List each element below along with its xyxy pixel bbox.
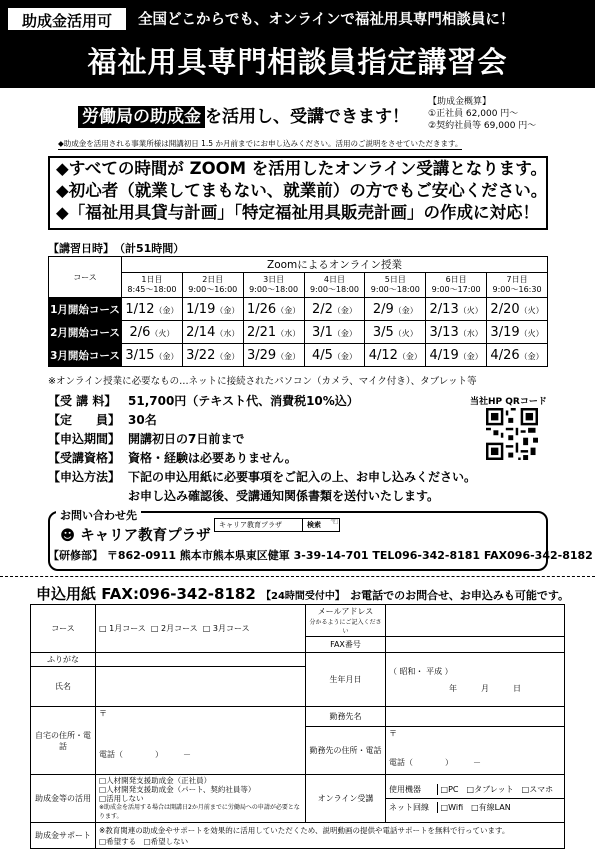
day-header [365,273,426,298]
schedule-weekday: 火 [527,328,536,338]
search-text: キャリア教育プラザ [219,521,282,529]
method-value-2: お申し込み確認後、受講通知関係書類を送付いたします。 [128,489,440,503]
contact-address: 【研修部】 〒862-0911 熊本市熊本県東区健軍 3-39-14-701 TEL096-342-8181 FAX096-342-8182 [48,549,593,562]
schedule-date-cell: 4/5（金） [304,344,365,367]
day-header [122,273,183,298]
schedule-date: 2/20 [490,301,520,317]
capacity-value: 30名 [128,413,157,427]
schedule-date: 2/21 [247,324,277,340]
course-row-label: 3月開始コース [49,344,122,367]
subsidy-summary [428,96,536,132]
support-label: 助成金サポート [31,823,96,849]
course-label: コース [31,605,96,653]
schedule-date: 3/1 [311,324,333,340]
course-options [96,605,306,653]
schedule-date-cell: 2/13（火） [426,298,487,321]
schedule-date-cell: 1/12（金） [122,298,183,321]
schedule-date-cell: 1/26（金） [243,298,304,321]
email-field[interactable] [386,605,565,637]
online-label: オンライン受講 [306,775,386,823]
home-postal: 〒 [99,709,107,718]
schedule-date-cell: 2/6（火） [122,321,183,344]
support-checkboxes[interactable]: □希望する □希望しない [99,836,189,846]
schedule-date-cell: 2/9（金） [365,298,426,321]
schedule-date: 2/13 [429,301,459,317]
day-name: 7日目 [506,275,528,284]
home-label: 自宅の住所・電話 [31,707,96,775]
support-cell [96,823,565,849]
device-label: 使用機器 [389,784,438,795]
schedule-weekday: 火 [527,305,536,315]
zoom-header: Zoomによるオンライン授業 [122,257,548,273]
fax-field[interactable] [386,637,565,653]
schedule-label: 【講習日時】 [48,242,109,255]
email-hint: 分かるようにご記入ください [309,619,382,635]
schedule-total: （計51時間） [119,242,185,255]
day-time: 9:00～18:00 [249,285,299,294]
schedule-row [49,344,548,367]
grant-checkbox-parttime[interactable]: □人材開発支援助成金（パート、契約社員等） [99,785,256,794]
work-address-field[interactable] [386,727,565,775]
method-row [48,468,478,487]
schedule-date: 3/29 [247,347,277,363]
schedule-weekday: 金 [223,305,232,315]
schedule-date: 2/2 [311,301,333,317]
day-time: 9:00～16:00 [188,285,238,294]
grant-checkbox-none[interactable]: □活用しない [99,794,144,803]
schedule-date-cell: 3/5（火） [365,321,426,344]
contact-heading: お問い合わせ先 [56,507,141,523]
schedule-date: 1/26 [247,301,277,317]
tagline: 全国どこからでも、オンラインで福祉用具専門相談員に！ [138,12,515,28]
schedule-title [48,240,184,256]
schedule-weekday: 金 [466,351,475,361]
schedule-date: 3/15 [125,347,155,363]
schedule-date-cell: 3/19（火） [487,321,548,344]
qr-code-icon[interactable] [486,408,538,460]
course-info [48,392,478,506]
schedule-date-cell: 2/20（火） [487,298,548,321]
birth-label: 生年月日 [306,653,386,707]
workplace-field[interactable] [386,707,565,727]
work-tel: 電話（ ） － [389,758,481,767]
workplace-label: 勤務先名 [306,707,386,727]
fee-row [48,392,478,411]
form-title: 申込用紙 [36,585,97,603]
method-value: 下記の申込用紙に必要事項をご記入の上、お申し込みください。 [128,470,477,484]
birth-era: （ 昭和・ 平成 ） [389,666,453,676]
cursor-hand-icon: ☜ [330,517,339,528]
schedule-weekday: 金 [162,305,171,315]
grant-label: 助成金等の活用 [31,775,96,823]
name-label: 氏名 [31,667,96,707]
grant-checkbox-fulltime[interactable]: □人材開発支援助成金（正社員） [99,776,212,785]
schedule-weekday: 火 [466,305,475,315]
form-hours: 【24時間受付中】 [261,591,345,602]
name-field[interactable] [96,667,306,707]
schedule-weekday: 金 [284,305,293,315]
schedule-weekday: 金 [340,328,349,338]
schedule-date-cell: 3/15（金） [122,344,183,367]
home-tel: 電話（ ） － [99,750,191,759]
day-name: 3日目 [263,275,285,284]
furigana-label: ふりがな [31,653,96,667]
capacity-row [48,411,478,430]
schedule-weekday: 金 [162,351,171,361]
schedule-weekday: 水 [223,328,232,338]
schedule-date: 2/6 [129,324,151,340]
schedule-weekday: 金 [527,351,536,361]
schedule-weekday: 火 [401,328,410,338]
subsidy-note: ◆助成金を活用される事業所様は開講初日 1.5 か月前までにお申し込みください。活用のご説明をさせていただきます。 [58,139,463,148]
schedule-date-cell: 4/26（金） [487,344,548,367]
email-label: メールアドレス [317,607,374,616]
subsidy-badge: 助成金活用可 [6,6,128,32]
schedule-date: 3/13 [429,324,459,340]
fee-label: 【受 講 料】 [48,394,117,408]
qualification-label: 【受講資格】 [48,451,121,465]
schedule-weekday: 金 [284,351,293,361]
schedule-date-cell: 4/12（金） [365,344,426,367]
schedule-date-cell: 1/19（金） [182,298,243,321]
grant-options [96,775,306,823]
schedule-date: 3/5 [372,324,394,340]
day-header [182,273,243,298]
schedule-date-cell: 2/21（水） [243,321,304,344]
search-button[interactable]: 検索 [302,519,325,531]
schedule-table [48,256,548,367]
schedule-weekday: 水 [466,328,475,338]
schedule-row [49,298,548,321]
net-label: ネット回線 [389,802,438,813]
schedule-date: 4/12 [368,347,398,363]
feature-item: ◆初心者（就業してまもない、就業前）の方でもご安心ください。 [56,181,548,200]
schedule-date-cell: 3/1（金） [304,321,365,344]
qr-label: 当社HP QRコード [470,397,547,407]
schedule-weekday: 水 [284,328,293,338]
day-time: 9:00～17:00 [431,285,481,294]
qualification-value: 資格・経験は必要ありません。 [128,451,297,465]
schedule-row [49,321,548,344]
schedule-date: 2/14 [186,324,216,340]
schedule-date: 3/19 [490,324,520,340]
company-name [60,524,211,545]
person-icon: ☻ [60,528,76,544]
support-text: ※教育関連の助成金やサポートを効果的に活用していただくため、説明動画の提供や電話サポートを無料で行っています。 [99,825,510,835]
schedule-date: 4/26 [490,347,520,363]
email-label-cell [306,605,386,637]
form-fax: FAX:096-342-8182 [101,585,256,603]
day-header [487,273,548,298]
company-name-text: キャリア教育プラザ [80,528,211,544]
schedule-date: 1/12 [125,301,155,317]
work-address-label: 勤務先の住所・電話 [306,727,386,775]
period-value: 開講初日の7日前まで [128,432,245,446]
furigana-field[interactable] [96,653,306,667]
schedule-date: 2/9 [372,301,394,317]
day-time: 9:00～18:00 [370,285,420,294]
schedule-date: 1/19 [186,301,216,317]
course-row-label: 1月開始コース [49,298,122,321]
schedule-weekday: 金 [401,305,410,315]
period-row [48,430,478,449]
day-name: 4日目 [323,275,345,284]
subsidy-lead-boxed: 労働局の助成金 [78,106,205,128]
subsidy-summary-line1: ①正社員 62,000 円～ [428,109,519,119]
day-name: 5日目 [384,275,406,284]
schedule-date-cell: 2/14（水） [182,321,243,344]
birth-ymd: 年 月 日 [449,683,521,693]
device-checkboxes[interactable]: □PC □タブレット □スマホ [440,785,554,794]
cut-line-divider [0,576,595,577]
schedule-date-cell: 3/29（金） [243,344,304,367]
course-checkbox-jan[interactable]: □ 1月コース [99,624,146,633]
day-header [243,273,304,298]
qualification-row [48,449,478,468]
schedule-date: 4/19 [429,347,459,363]
schedule-weekday: 火 [158,328,167,338]
capacity-label: 【定 員】 [48,413,121,427]
form-phone-note: お電話でのお問合せ、お申込みも可能です。 [350,589,569,602]
schedule-date-cell: 3/13（水） [426,321,487,344]
day-name: 6日目 [445,275,467,284]
day-header [304,273,365,298]
day-time: 9:00～16:30 [492,285,542,294]
method-label: 【申込方法】 [48,470,121,484]
course-row-label: 2月開始コース [49,321,122,344]
schedule-weekday: 金 [223,351,232,361]
feature-item: ◆「福祉用具貸与計画」「特定福祉用具販売計画」の作成に対応！ [56,203,539,222]
subsidy-lead [78,102,409,127]
work-postal: 〒 [389,729,397,738]
schedule-weekday: 金 [405,351,414,361]
birth-field[interactable] [386,653,565,707]
schedule-weekday: 金 [340,305,349,315]
net-checkboxes[interactable]: □Wifi □有線LAN [440,803,511,812]
schedule-date: 4/5 [311,347,333,363]
application-form [30,604,565,849]
subsidy-summary-line2: ②契約社員等 69,000 円～ [428,121,537,131]
subsidy-summary-title: 【助成金概算】 [428,97,492,107]
fax-label: FAX番号 [306,637,386,653]
course-checkbox-feb[interactable]: □ 2月コース [150,624,198,633]
period-label: 【申込期間】 [48,432,121,446]
form-heading [36,583,569,604]
home-address-field[interactable] [96,707,306,775]
course-checkbox-mar[interactable]: □ 3月コース [202,624,250,633]
page-title: 福祉用具専門相談員指定講習会 [87,45,508,79]
schedule-note: ※オンライン授業に必要なもの…ネットに接続されたパソコン（カメラ、マイク付き）、タブレット等 [48,376,477,387]
subsidy-lead-rest: を活用し、受講できます！ [205,107,409,127]
search-box[interactable] [214,518,340,532]
schedule-date-cell: 2/2（金） [304,298,365,321]
fee-value: 51,700円（テキスト代、消費税10%込） [128,394,359,408]
online-options [386,775,565,823]
course-header: コース [49,257,122,298]
features-box [48,156,548,230]
day-time: 9:00～18:00 [309,285,359,294]
day-name: 1日目 [141,275,163,284]
schedule-weekday: 金 [340,351,349,361]
day-name: 2日目 [202,275,224,284]
day-time: 8:45～18:00 [127,285,177,294]
day-header [426,273,487,298]
grant-note: ※助成金を活用する場合は開講日2か月前までに労働局への申請が必要となります。 [99,804,300,820]
schedule-date: 3/22 [186,347,216,363]
schedule-date-cell: 3/22（金） [182,344,243,367]
schedule-date-cell: 4/19（金） [426,344,487,367]
feature-item: ◆すべての時間が ZOOM を活用したオンライン受講となります。 [56,159,547,178]
